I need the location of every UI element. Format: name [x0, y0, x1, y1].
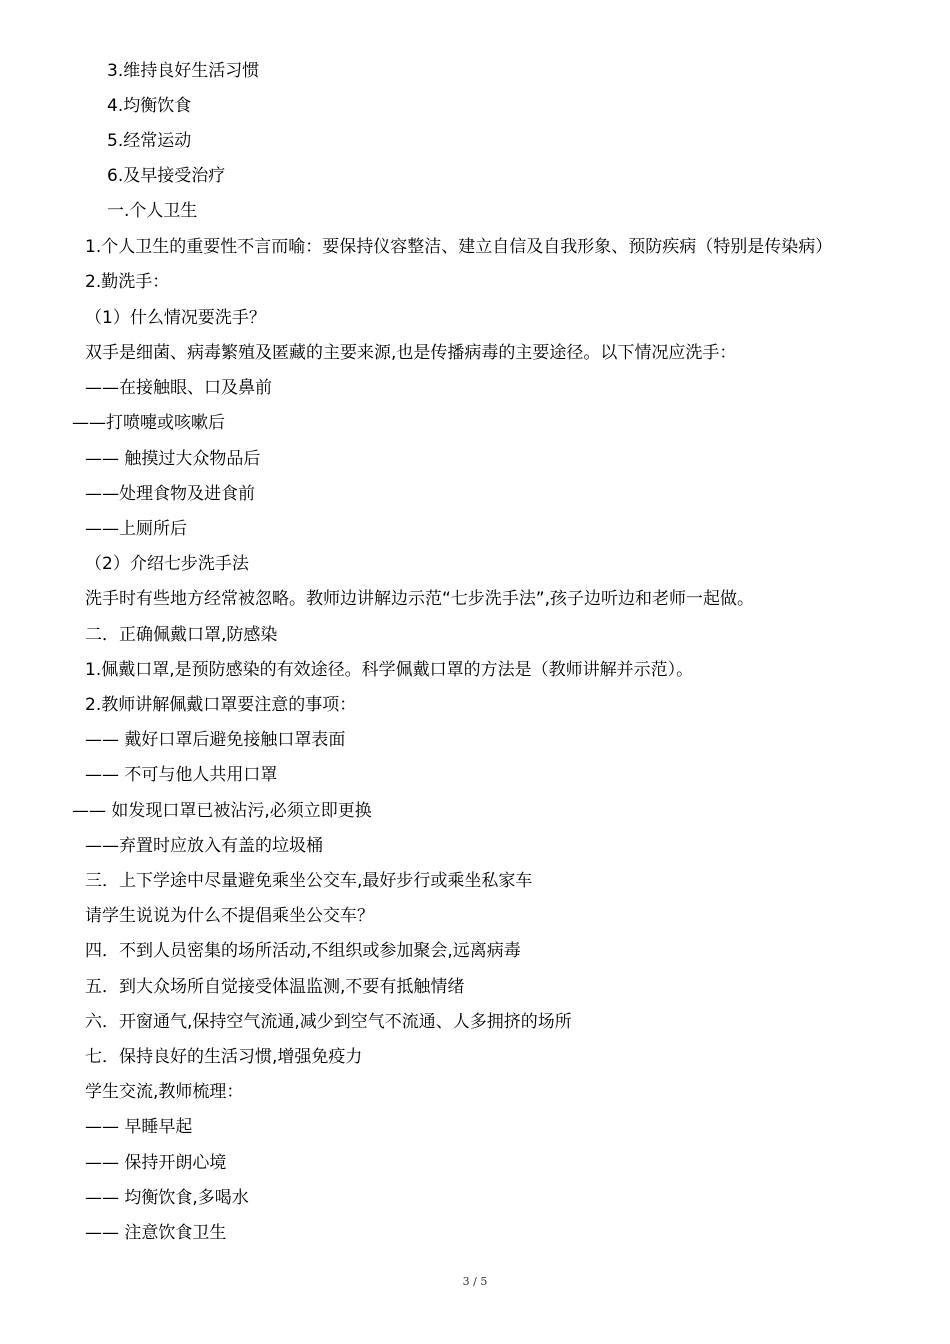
text-line: （1）什么情况要洗手？ [85, 308, 266, 328]
list-item: ——弃置时应放入有盖的垃圾桶 [85, 836, 323, 856]
text-line: 学生交流,教师梳理： [85, 1082, 244, 1102]
list-item: ——在接触眼、口及鼻前 [85, 378, 272, 398]
section-heading: 七．保持良好的生活习惯,增强免疫力 [85, 1047, 363, 1067]
section-heading: 三．上下学途中尽量避免乘坐公交车,最好步行或乘坐私家车 [85, 871, 533, 891]
list-item: —— 戴好口罩后避免接触口罩表面 [85, 730, 346, 750]
text-line: 3.维持良好生活习惯 [107, 61, 260, 81]
list-item: —— 均衡饮食,多喝水 [85, 1188, 249, 1208]
list-item: —— 触摸过大众物品后 [85, 449, 261, 469]
section-heading: 六．开窗通气,保持空气流通,减少到空气不流通、人多拥挤的场所 [85, 1012, 572, 1032]
text-line: 双手是细菌、病毒繁殖及匿藏的主要来源,也是传播病毒的主要途径。以下情况应洗手： [85, 343, 737, 363]
section-heading: 一.个人卫生 [107, 201, 198, 221]
section-heading: 二．正确佩戴口罩,防感染 [85, 625, 278, 645]
list-item: ——打喷嚏或咳嗽后 [72, 413, 225, 433]
text-line: 1.个人卫生的重要性不言而喻：要保持仪容整洁、建立自信及自我形象、预防疾病（特别是传染病） [85, 237, 833, 257]
list-item: —— 注意饮食卫生 [85, 1223, 227, 1243]
text-line: 6.及早接受治疗 [107, 166, 226, 186]
text-line: 2.勤洗手： [85, 272, 170, 292]
list-item: ——处理食物及进食前 [85, 484, 255, 504]
text-line: 1.佩戴口罩,是预防感染的有效途径。科学佩戴口罩的方法是（教师讲解并示范）。 [85, 660, 694, 680]
section-heading: 五．到大众场所自觉接受体温监测,不要有抵触情绪 [85, 977, 465, 997]
page-number: 3 / 5 [462, 1275, 488, 1288]
list-item: —— 不可与他人共用口罩 [85, 765, 278, 785]
text-line: （2）介绍七步洗手法 [85, 554, 249, 574]
text-line: 5.经常运动 [107, 131, 192, 151]
section-heading: 四．不到人员密集的场所活动,不组织或参加聚会,远离病毒 [85, 941, 521, 961]
list-item: —— 如发现口罩已被沾污,必须立即更换 [72, 801, 372, 821]
text-line: 请学生说说为什么不提倡乘坐公交车？ [85, 906, 374, 926]
list-item: —— 早睡早起 [85, 1117, 193, 1137]
list-item: ——上厕所后 [85, 519, 187, 539]
text-line: 2.教师讲解佩戴口罩要注意的事项： [85, 695, 357, 715]
list-item: —— 保持开朗心境 [85, 1153, 227, 1173]
text-line: 4.均衡饮食 [107, 96, 192, 116]
text-line: 洗手时有些地方经常被忽略。教师边讲解边示范“七步洗手法”,孩子边听边和老师一起做。 [85, 589, 755, 609]
